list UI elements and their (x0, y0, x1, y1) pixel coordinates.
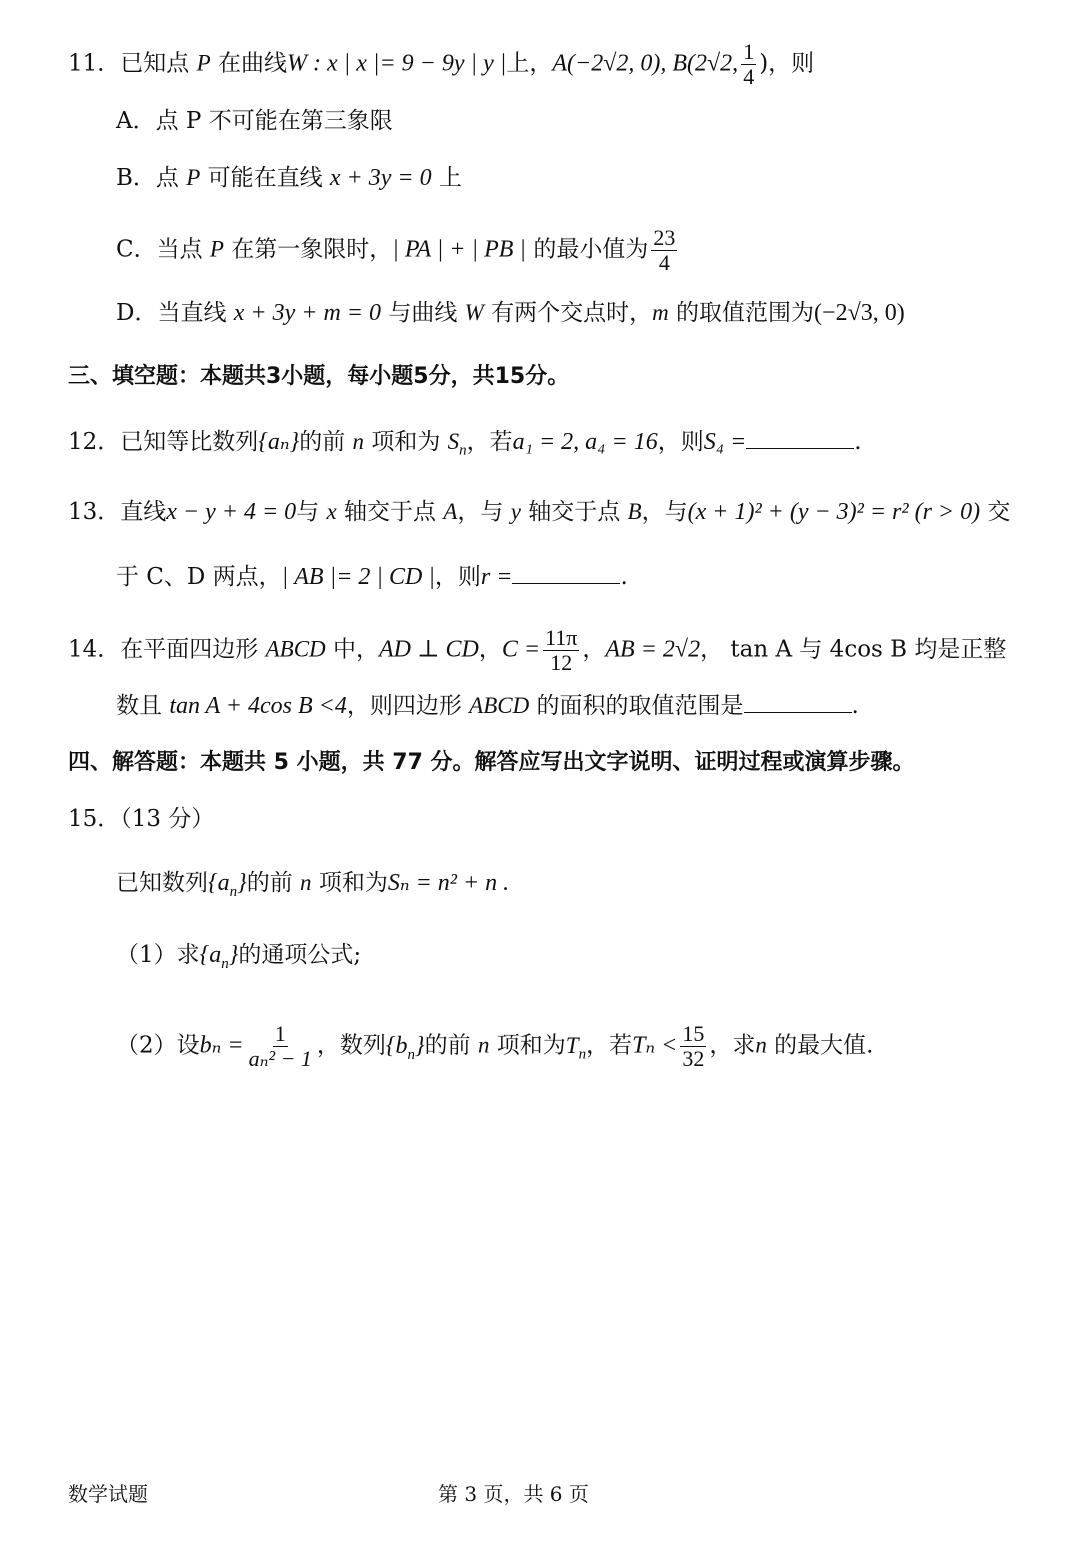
q11-text-d: )，则 (759, 50, 815, 77)
q14-angle-c: C = (501, 636, 541, 663)
q11-option-d: D．当直线 x + 3y + m = 0 与曲线 W 有两个交点时，m 的取值范围为(−2√3, 0) (116, 300, 905, 326)
q11-option-b-eq: x + 3y = 0 (329, 165, 432, 191)
q13-line2: 于 C、D 两点，| AB |= 2 | CD |，则r = . (116, 561, 628, 592)
q15-sum-formula: Sₙ = n² + n . (387, 870, 510, 896)
q12-answer-blank (746, 426, 854, 449)
q14-perpendicular: AD ⊥ CD (378, 636, 479, 663)
q11-option-c-eq: | PA | + | PB | (392, 236, 526, 263)
q14-answer-blank (744, 690, 852, 713)
q12: 12．已知等比数列{aₙ}的前 n 项和为 $S_n$，若a₁ = 2, a₄ = 16，则S₄ = . (68, 426, 862, 466)
q13-answer-blank (512, 561, 620, 584)
q11-points: A(−2√2, 0), B(2√2, (552, 50, 739, 77)
q12-ask: S₄ = (703, 429, 747, 455)
section-3-heading: 三、填空题：本题共3小题，每小题5分，共15分。 (68, 364, 570, 389)
q11-option-c: C．当点 P 在第一象限时，| PA | + | PB | 的最小值为 $\frac{23}{4}$ (116, 225, 676, 275)
q11-option-d-range: (−2√3, 0) (814, 300, 905, 326)
q15-part2: （2）设bₙ = $\frac{1}{\text{aₙ² − 1}}$ ，数列$\{b_n\}$的前 n 项和为$T_n$，若Tₙ < $\frac{15}{32}$ ，求n 的最大值. (116, 1021, 874, 1071)
q11-stem: 11．已知点 P 在曲线W : x | x |= 9 − 9y | y |上，A(−2√2, 0), B(2√2, $\frac{1}{4}$ )，则 (68, 39, 815, 89)
q15-stem: 已知数列$\{a_n\}$的前 n 项和为Sₙ = n² + n . (116, 870, 510, 900)
q11-option-b: B．点 P 可能在直线 x + 3y = 0 上 (116, 165, 462, 191)
q11-option-d-eq: x + 3y + m = 0 (233, 300, 381, 326)
q15-header: 15．（13 分） (68, 806, 215, 832)
q15-tn: Tₙ < (632, 1032, 678, 1059)
q11-option-c-fraction: $\frac{23}{4}$ (653, 225, 676, 275)
q12-sequence: {aₙ} (258, 429, 300, 455)
q14-line1: 14．在平面四边形 ABCD 中，AD ⊥ CD，C = $\frac{11\pi}{12}$ ，AB = 2√2， tan A 与 4cos B 均是正整 (68, 625, 1007, 675)
q11-number: 11． (68, 50, 121, 77)
q15-bn-fraction: $\frac{1}{\text{aₙ² − 1}}$ (248, 1021, 312, 1071)
q13-line1: 13．直线x − y + 4 = 0与 x 轴交于点 A，与 y 轴交于点 B，与(x + 1)² + (y − 3)² = r² (r > 0) 交 (68, 499, 1011, 525)
q14-line2: 数且 tan A + 4cos B <4，则四边形 ABCD 的面积的取值范围是 . (116, 690, 859, 721)
q15-tn-fraction: $\frac{15}{32}$ (682, 1021, 705, 1071)
q14-ab: AB = 2√2 (605, 636, 701, 663)
footer-page-number: 第 3 页，共 6 页 (438, 1482, 589, 1506)
q13-circle-eq: (x + 1)² + (y − 3)² = r² (r > 0) (687, 499, 981, 525)
q13-line-eq: x − y + 4 = 0 (166, 499, 297, 525)
q11-text-a: 已知点 (120, 50, 190, 77)
q15-bn: bₙ = (199, 1032, 244, 1059)
q13-condition: | AB |= 2 | CD | (281, 564, 435, 590)
q11-text-b: 在曲线 (217, 50, 287, 77)
q11-option-a: A．点 P 不可能在第三象限 (116, 108, 393, 134)
section-4-heading: 四、解答题：本题共 5 小题，共 77 分。解答应写出文字说明、证明过程或演算步骤。 (68, 750, 915, 775)
q11-fraction: $\frac{1}{4}$ (743, 39, 755, 89)
q15-part1: （1）求$\{a_n\}$的通项公式; (116, 942, 362, 972)
q11-curve: W : x | x |= 9 − 9y | y | (286, 50, 507, 77)
q14-inequality: tan A + 4cos B <4 (169, 693, 347, 719)
q11-text-c: 上， (506, 50, 553, 77)
q13-ask: r = (480, 564, 513, 590)
footer-subject: 数学试题 (68, 1482, 148, 1506)
q14-fraction: $\frac{11\pi}{12}$ (545, 625, 578, 675)
q12-condition: a₁ = 2, a₄ = 16 (512, 429, 658, 455)
